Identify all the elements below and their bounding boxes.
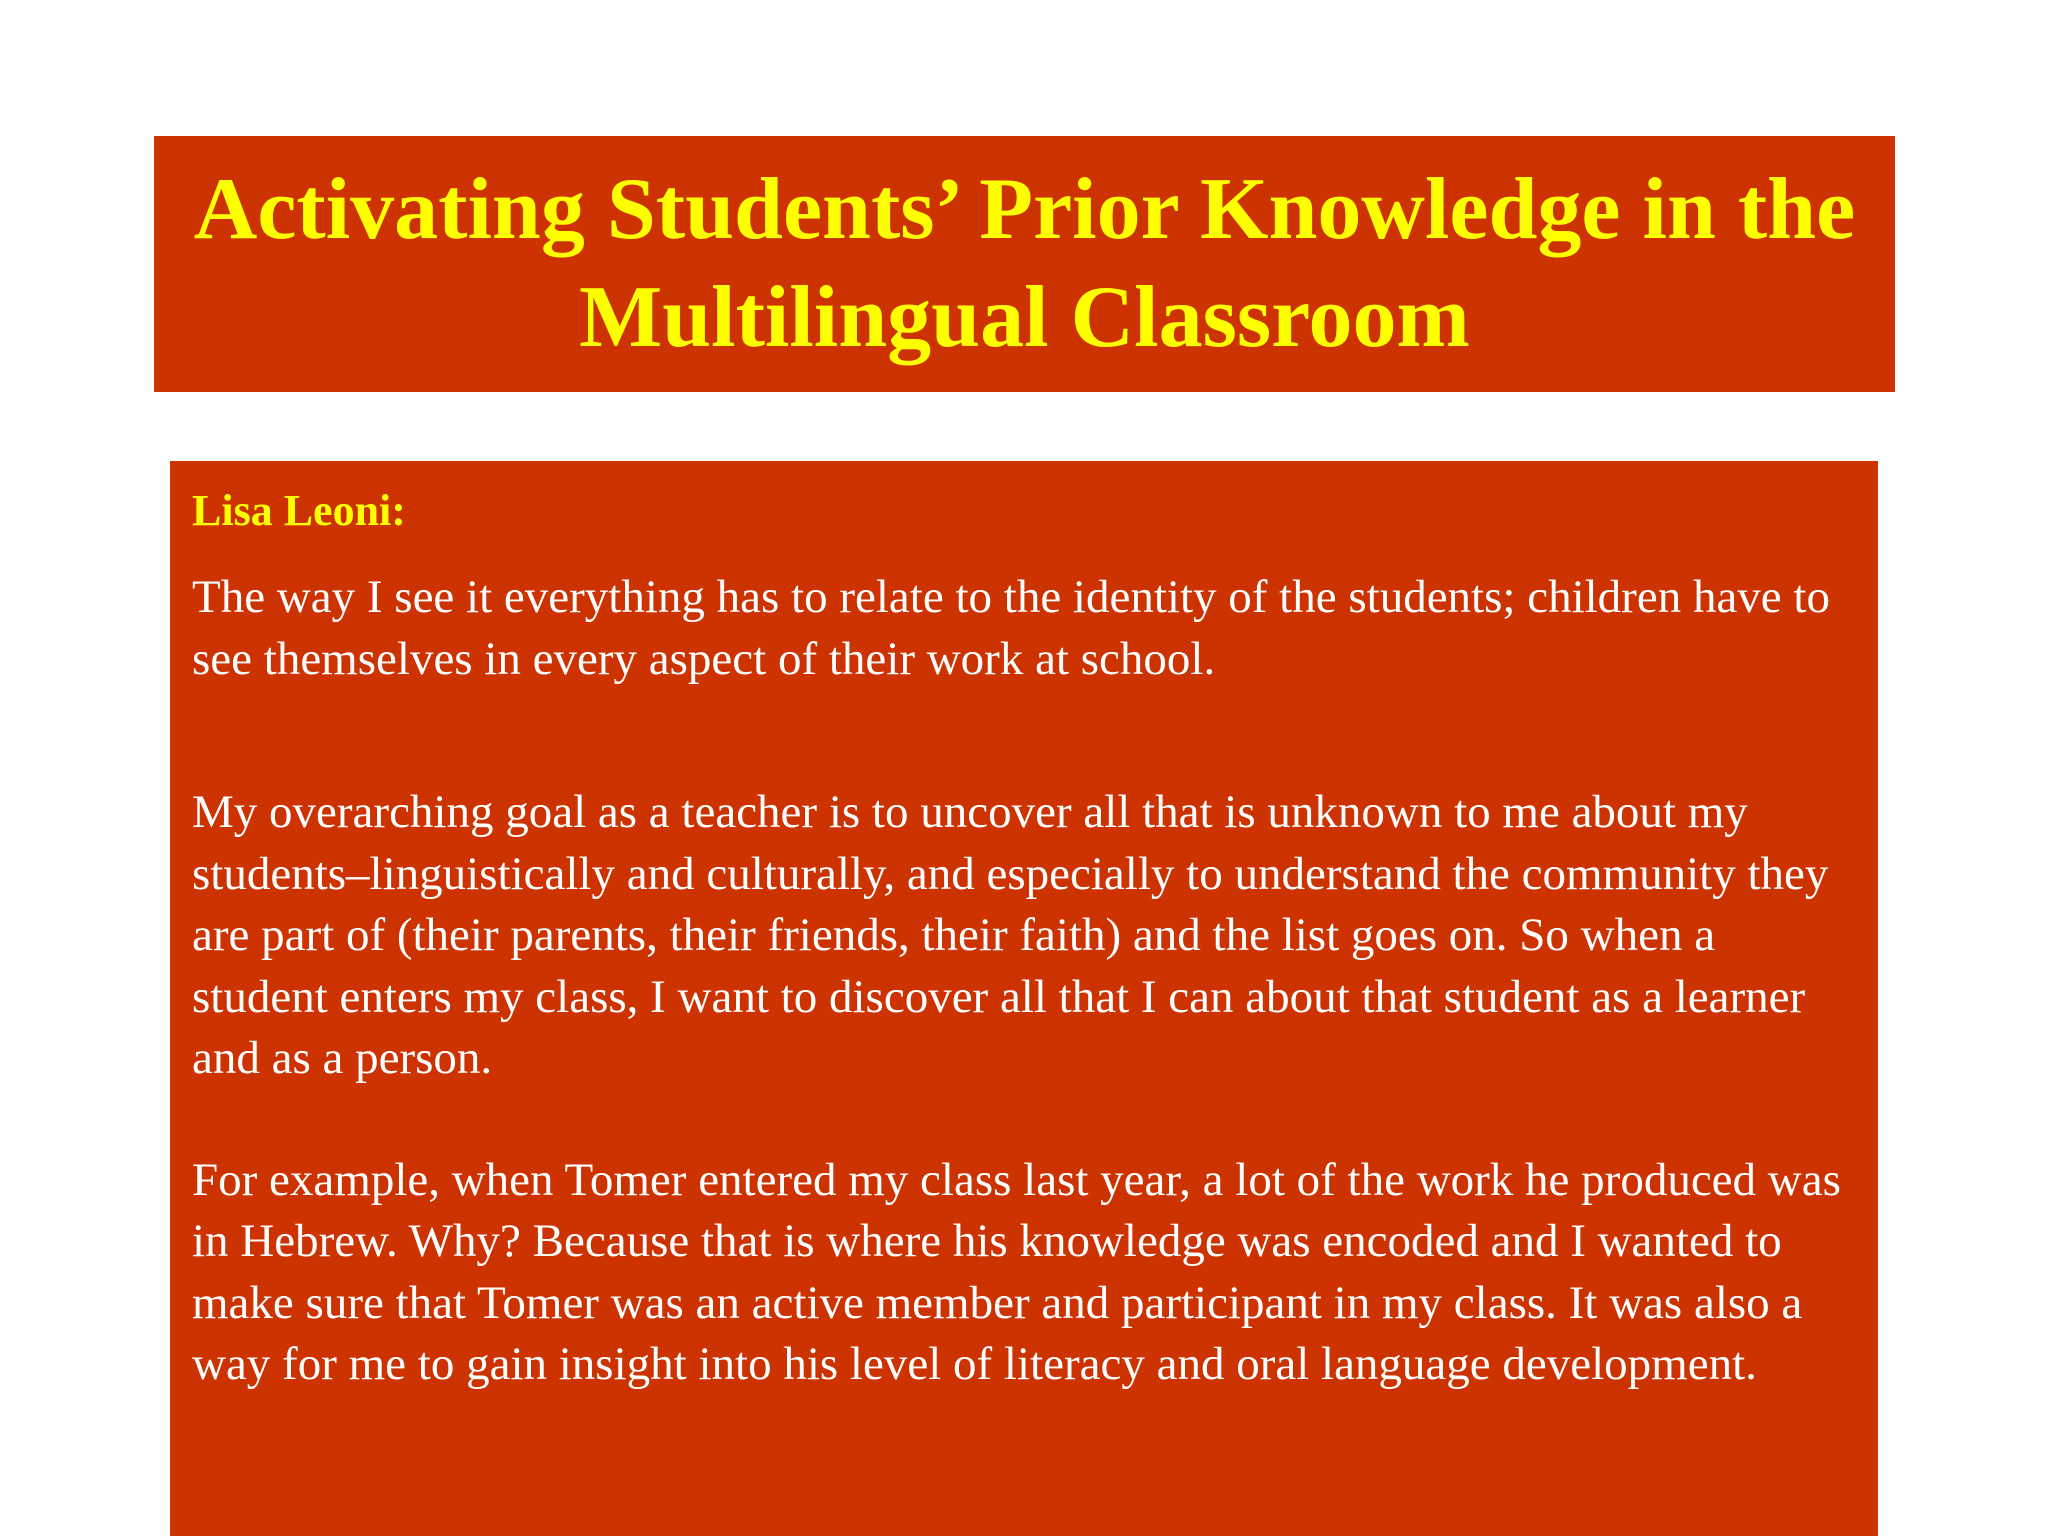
title-banner xyxy=(154,136,1895,392)
quote-paragraph-3: For example, when Tomer entered my class last year, a lot of the work he produced was in Hebrew. Why? Because that is where his knowledge was encoded and I wanted to make sure that Tomer was an active member and participant in my class. It was also a way for me to gain insight into his level of literacy and oral language development. xyxy=(192,1153,1841,1390)
speaker-name: Lisa Leoni: xyxy=(192,486,406,535)
slide-title: Activating Students’ Prior Knowledge in the Multilingual Classroom xyxy=(193,161,1856,366)
quote-box xyxy=(170,461,1878,1536)
quote-paragraph-1: The way I see it everything has to relate to the identity of the students; children have to see themselves in every aspect of their work at school. xyxy=(192,571,1830,685)
quote-paragraph-2: My overarching goal as a teacher is to uncover all that is unknown to me about my students–linguistically and culturally, and especially to understand the community they are part of (their parents, their friends, their faith) and the list goes on. So when a student enters my class, I want to discover all that I can about that student as a learner and as a person. xyxy=(192,786,1829,1084)
